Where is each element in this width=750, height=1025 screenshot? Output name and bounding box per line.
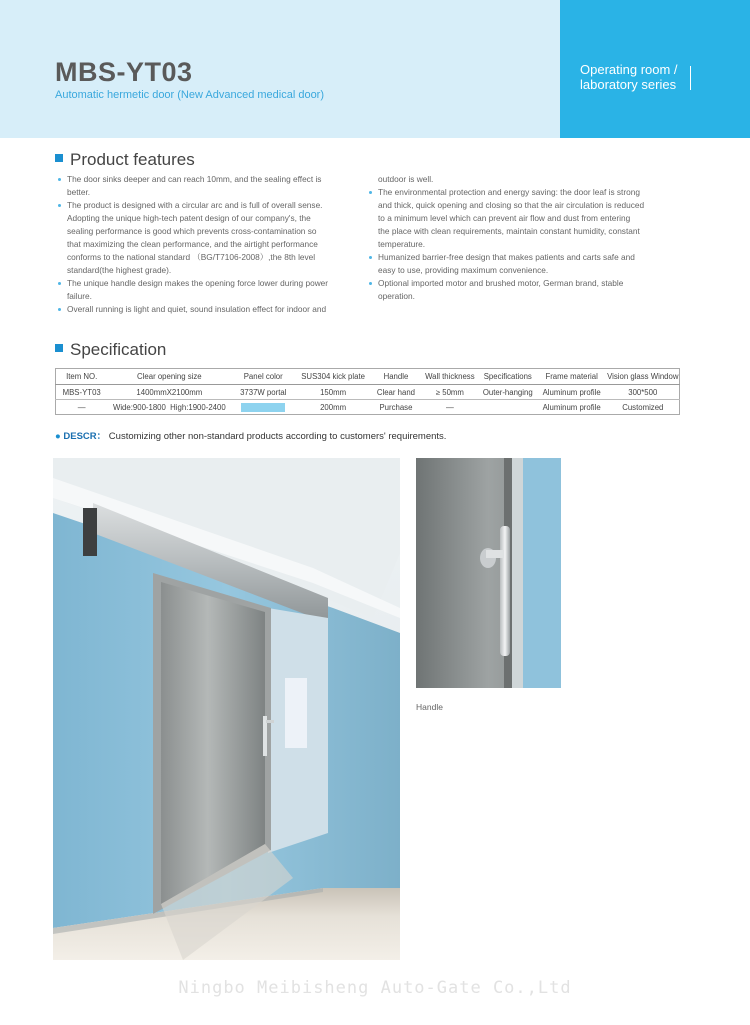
- table-cell: Outer-hanging: [479, 385, 537, 400]
- feature-line: standard(the highest grade).: [67, 265, 172, 275]
- door-scene-illustration: [53, 458, 400, 960]
- column-header: Wall thickness: [421, 369, 479, 385]
- table-cell: MBS-YT03: [56, 385, 108, 400]
- feature-line: operation.: [378, 291, 415, 301]
- specification-heading: [55, 340, 166, 360]
- header-banner: [0, 0, 750, 138]
- square-bullet-icon: [55, 154, 63, 162]
- features-right-column: [366, 173, 676, 303]
- table-row: [56, 400, 680, 415]
- table-cell: 1400mmX2100mm: [107, 385, 231, 400]
- column-header: Item NO.: [56, 369, 108, 385]
- handle-caption: Handle: [416, 702, 443, 712]
- panel-color-swatch: [241, 403, 285, 412]
- dot-bullet-icon: ●: [55, 431, 61, 442]
- features-heading: [55, 150, 195, 170]
- table-cell: Purchase: [379, 402, 413, 412]
- table-cell: —: [77, 402, 86, 412]
- table-cell: 3737W portal: [231, 385, 295, 400]
- series-label: [580, 62, 678, 92]
- handle-illustration: [416, 458, 561, 688]
- feature-line: outdoor is well.: [378, 174, 434, 184]
- feature-line: the place with clean requirements, maintain constant humidity, constant: [378, 226, 640, 236]
- table-cell: ≥ 50mm: [421, 385, 479, 400]
- column-header: Handle: [371, 369, 421, 385]
- feature-line: The door sinks deeper and can reach 10mm, and the sealing effect is: [55, 173, 355, 186]
- model-subtitle: Automatic hermetic door (New Advanced medical door): [55, 89, 325, 101]
- table-cell: [479, 400, 537, 415]
- feature-line: easy to use, providing maximum convenience.: [378, 265, 549, 275]
- features-left-column: [55, 173, 355, 316]
- specification-title: Specification: [70, 340, 167, 359]
- column-header: SUS304 kick plate: [295, 369, 371, 385]
- table-cell: Clear hand: [371, 385, 421, 400]
- column-header: Panel color: [231, 369, 295, 385]
- table-cell: 300*500: [607, 385, 680, 400]
- specification-table: [55, 368, 680, 415]
- feature-line: that maximizing the clean performance, and the airtight performance: [67, 239, 318, 249]
- description-note: [55, 428, 446, 442]
- table-cell: Customized: [622, 402, 664, 412]
- feature-line: The unique handle design makes the opening force lower during power: [55, 277, 355, 290]
- feature-line: temperature.: [378, 239, 426, 249]
- feature-line: Overall running is light and quiet, sound insulation effect for indoor and: [55, 303, 355, 316]
- table-header-row: [56, 369, 680, 385]
- door-photo: [53, 458, 400, 960]
- table-cell: Aluminum profile: [542, 402, 601, 412]
- feature-line: Adopting the unique high-tech patent design of our company's, the: [67, 213, 311, 223]
- descr-text: Customizing other non-standard products according to customers' requirements.: [108, 431, 447, 442]
- series-line-2: laboratory series: [580, 77, 677, 92]
- column-header: Vision glass Window: [607, 369, 680, 385]
- column-header: Clear opening size: [107, 369, 231, 385]
- table-cell: 200mm: [320, 402, 347, 412]
- company-watermark: Ningbo Meibisheng Auto-Gate Co.,Ltd: [178, 978, 572, 998]
- table-cell: Aluminum profile: [537, 385, 607, 400]
- table-row: [56, 385, 680, 400]
- column-header: Frame material: [537, 369, 607, 385]
- feature-line: The product is designed with a circular arc and is full of overall sense.: [55, 199, 355, 212]
- feature-line: better.: [67, 187, 91, 197]
- column-header: Specifications: [479, 369, 537, 385]
- feature-line: failure.: [67, 291, 92, 301]
- table-cell: Wide:900-1800 High:1900-2400: [112, 402, 226, 412]
- feature-line: and thick, quick opening and closing so that the air circulation is reduced: [378, 200, 645, 210]
- feature-line: sealing performance is good which prevents cross-contamination so: [67, 226, 317, 236]
- model-title: MBS-YT03: [55, 57, 193, 87]
- series-divider: [690, 66, 691, 90]
- table-cell: [231, 400, 295, 415]
- feature-line: conforms to the national standard （BG/T7106-2008）,the 8th level: [67, 252, 316, 262]
- feature-line: Optional imported motor and brushed motor, German brand, stable: [366, 277, 676, 290]
- series-line-1: Operating room /: [580, 62, 678, 77]
- table-cell: 150mm: [295, 385, 371, 400]
- feature-line: to a minimum level which can prevent air flow and dust from entering: [378, 213, 631, 223]
- feature-line: Humanized barrier-free design that makes patients and carts safe and: [366, 251, 676, 264]
- square-bullet-icon: [55, 344, 63, 352]
- feature-line: The environmental protection and energy saving: the door leaf is strong: [366, 186, 676, 199]
- features-title: Product features: [70, 150, 195, 169]
- descr-label: DESCR：: [63, 431, 107, 442]
- handle-photo: [416, 458, 561, 688]
- table-cell: —: [445, 402, 454, 412]
